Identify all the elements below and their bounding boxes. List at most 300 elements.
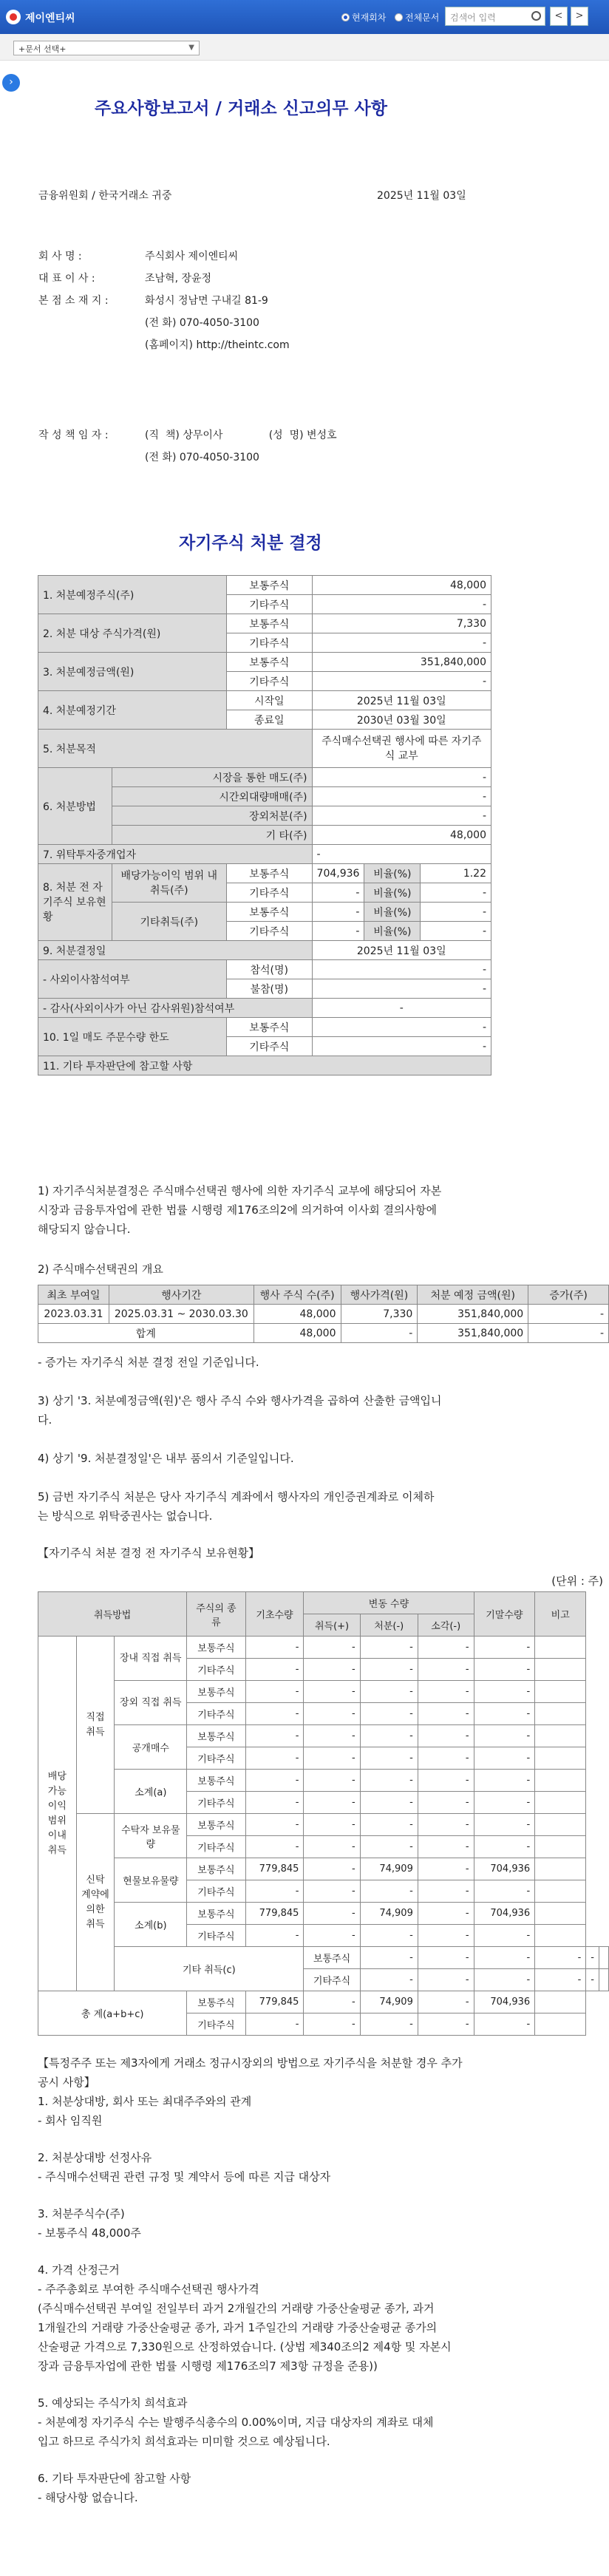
table-row [38,1991,609,2013]
cell [535,1703,586,1725]
cell: - [360,1637,418,1659]
cell: 합계 [38,1324,254,1343]
column-header: 변동 수량 [304,1592,474,1614]
row-label: 4. 처분예정기간 [38,691,227,730]
table-row [38,768,491,787]
cell: - [245,1659,304,1681]
cell: 779,845 [245,1991,304,2013]
cell: - [360,2013,418,2036]
note-line: 공시 사항】 [38,2076,95,2089]
note-line: 시장과 금융투자업에 관한 법률 시행령 제176조의2에 의거하여 이사회 결의사항에 [38,1203,438,1217]
cell: 기타주식 [226,633,312,653]
cell: - [474,1637,535,1659]
cell: 시간외대량매매(주) [112,787,312,806]
cell: - [312,806,491,826]
option-table [38,1285,609,1343]
cell: 704,936 [474,1991,535,2013]
row-label: 10. 1일 매도 주문수량 한도 [38,1018,227,1056]
note-line: 장과 금융투자업에 관한 법률 시행령 제176조의7 제3항 규정을 준용)) [38,2359,378,2373]
unit-label: (단위 : 주) [551,1574,603,1588]
cell: 기타주식 [187,1925,245,1947]
search-icon[interactable] [531,11,541,21]
cell [599,1947,609,1969]
cell: 보통주식 [187,1770,245,1792]
cell: - [474,1814,535,1836]
row-label: 현물보유물량 [115,1858,187,1903]
cell: 7,330 [341,1305,418,1324]
address-label: 본 점 소 재 지 : [38,295,109,307]
document-body [37,65,609,2571]
cell [535,2013,586,2036]
cell: - [418,1814,474,1836]
document-select-value: +문서 선택+ [18,44,67,54]
note-line: 1. 처분상대방, 회사 또는 최대주주와의 관계 [38,2095,252,2108]
row-label: 8. 처분 전 자기주식 보유현황 [38,864,112,941]
cell: 48,000 [312,576,491,595]
table-row [38,730,491,768]
cell: - [245,1792,304,1814]
cell: - [528,1324,609,1343]
column-header: 취득(+) [304,1614,360,1637]
cell: 보통주식 [226,903,312,922]
column-header: 기초수량 [245,1592,304,1637]
cell: 기타주식 [187,1703,245,1725]
column-header: 주식의 종류 [187,1592,245,1637]
cell: 기타주식 [187,1880,245,1903]
table-row [38,1725,609,1747]
cell: 기타주식 [187,1747,245,1770]
company-name: 주식회사 제이엔티씨 [145,251,239,262]
cell: - [304,1814,360,1836]
holdings-title: 【자기주식 처분 결정 전 자기주식 보유현황】 [38,1546,260,1560]
cell: 보통주식 [187,1637,245,1659]
table-row [38,999,491,1018]
address: 화성시 정남면 구내길 81-9 [145,295,268,307]
cell [535,1725,586,1747]
cell: - [304,1880,360,1903]
radio-all-docs[interactable] [395,11,439,24]
cell: - [312,903,364,922]
row-label: 공개매수 [115,1725,187,1770]
column-header: 기말수량 [474,1592,535,1637]
cell: - [474,1925,535,1947]
note-1 [38,1181,599,1239]
table-row [38,1770,609,1792]
cell: 779,845 [245,1903,304,1925]
radio-current-round[interactable] [341,11,386,24]
cell: - [245,1747,304,1770]
note-2-title: 2) 주식매수선택권의 개요 [38,1262,163,1276]
cell: - [312,787,491,806]
row-label: 총 계(a+b+c) [38,1991,187,2036]
cell: - [418,1947,474,1969]
cell: - [360,1836,418,1858]
holdings-table [38,1591,609,2036]
cell [535,1637,586,1659]
cell: 48,000 [254,1305,341,1324]
cell: - [360,1681,418,1703]
note-line: 입고 하므로 주식가치 희석효과는 미미할 것으로 예상됩니다. [38,2435,330,2448]
row-label: 5. 처분목적 [38,730,313,768]
cell: - [474,1792,535,1814]
cell: - [360,1703,418,1725]
report-date: 2025년 11월 03일 [377,190,466,202]
cell: 종료일 [226,710,312,730]
row-label: 소계(a) [115,1770,187,1814]
cell: 비율(%) [364,883,421,903]
note-line: - 해당사항 없습니다. [38,2491,138,2504]
cell: - [418,1659,474,1681]
cell: 시작일 [226,691,312,710]
cell: 시장을 통한 매도(주) [112,768,312,787]
report-title: 주요사항보고서 / 거래소 신고의무 사항 [95,98,387,118]
note-line: 4) 상기 '9. 처분결정일'은 내부 품의서 기준일입니다. [38,1452,294,1465]
top-toolbar [0,0,609,34]
cell: 보통주식 [226,653,312,672]
table-row [38,1637,609,1659]
cell: - [304,1703,360,1725]
cell: - [360,1925,418,1947]
cell: - [421,903,491,922]
cell: - [586,1969,599,1991]
table-row [38,941,491,960]
cell: 보통주식 [187,1814,245,1836]
cell: 2025.03.31 ~ 2030.03.30 [109,1305,254,1324]
table-row [38,1305,609,1324]
cell [535,1925,586,1947]
cell: 1.22 [421,864,491,883]
cell: - [474,1703,535,1725]
cell: 351,840,000 [418,1305,528,1324]
cell: - [418,1770,474,1792]
note-line: 3. 처분주식수(주) [38,2207,125,2220]
table-row [38,1592,609,1614]
cell: - [245,1925,304,1947]
cell: 불참(명) [226,979,312,999]
cell: 2023.03.31 [38,1305,109,1324]
cell: - [312,845,491,864]
row-label: 3. 처분예정금액(원) [38,653,227,691]
cell: 보통주식 [304,1947,360,1969]
cell: - [304,1903,360,1925]
document-select[interactable] [13,41,200,55]
cell: 351,840,000 [418,1324,528,1343]
cell: - [304,1725,360,1747]
cell [599,1969,609,1991]
cell: - [474,1836,535,1858]
column-header: 최초 부여일 [38,1285,109,1305]
cell: 704,936 [474,1903,535,1925]
cell: - [360,1725,418,1747]
cell: 보통주식 [226,864,312,883]
cell: 배당가능이익 범위 내 취득(주) [112,864,226,903]
cell: - [474,2013,535,2036]
cell: - [245,1814,304,1836]
radio-current-label: 현재회차 [352,13,387,23]
row-label: 장내 직접 취득 [115,1637,187,1681]
note-line: 3) 상기 '3. 처분예정금액(원)'은 행사 주식 수와 행사가격을 곱하여 산출한 금액입니 [38,1394,442,1407]
cell: 704,936 [474,1858,535,1880]
cell: - [312,979,491,999]
group-label: 직접 취득 [76,1637,115,1814]
cell: 기타주식 [226,672,312,691]
cell: 74,909 [360,1858,418,1880]
disposal-table [38,575,491,1075]
cell: - [474,1725,535,1747]
note-line: - 증가는 자기주식 처분 결정 전일 기준입니다. [38,1356,259,1369]
homepage: (홈페이지) http://theintc.com [145,339,290,351]
phone: (전 화) 070-4050-3100 [145,317,259,329]
cell: 74,909 [360,1991,418,2013]
cell: - [360,1770,418,1792]
cell: - [245,1725,304,1747]
cell: 주식매수선택권 행사에 따른 자기주식 교부 [312,730,491,768]
table-row [38,1056,491,1075]
row-label: 9. 처분결정일 [38,941,313,960]
cell: - [312,633,491,653]
cell: - [245,1637,304,1659]
cell: - [304,2013,360,2036]
note-line: 1개월간의 거래량 가중산술평균 종가, 과거 1주일간의 거래량 가중산술평균 종가의 [38,2321,438,2334]
search-input[interactable] [445,7,545,26]
next-button[interactable]: > [571,7,588,26]
row-label: 기타 취득(c) [115,1947,304,1991]
row-label: - 감사(사외이사가 아닌 감사위원)참석여부 [38,999,313,1018]
column-header: 행사기간 [109,1285,254,1305]
company-label: 회 사 명 : [38,251,82,262]
cell: 비율(%) [364,864,421,883]
cell: - [418,1858,474,1880]
additional-disclosure [38,2053,599,2507]
cell: 2025년 11월 03일 [312,691,491,710]
cell: - [341,1324,418,1343]
column-header: 행사가격(원) [341,1285,418,1305]
note-line: 【특정주주 또는 제3자에게 거래소 정규시장외의 방법으로 자기주식을 처분할 경우 추가 [38,2056,463,2070]
cell: - [474,1681,535,1703]
column-header: 비고 [535,1592,586,1637]
cell: - [312,768,491,787]
cell: - [418,1836,474,1858]
table-row [38,1903,609,1925]
cell: - [245,1880,304,1903]
cell: - [474,1947,535,1969]
cell: - [418,1903,474,1925]
note-line: 5) 금번 자기주식 처분은 당사 자기주식 계좌에서 행사자의 개인증권계좌로 이체하 [38,1490,435,1503]
cell: - [312,1037,491,1056]
cell: 기타주식 [187,2013,245,2036]
note-line: (주식매수선택권 부여일 전일부터 과거 2개월간의 거래량 가중산술평균 종가, 과거 [38,2302,435,2315]
cell: - [360,1880,418,1903]
radio-on-icon [341,13,350,21]
column-header: 소각(-) [418,1614,474,1637]
document-select-bar [0,34,609,61]
cell: - [304,1991,360,2013]
author-label: 작 성 책 임 자 : [38,429,109,441]
cell: - [360,1792,418,1814]
cell [535,1747,586,1770]
cell: 기타주식 [226,1037,312,1056]
cell [535,1770,586,1792]
section-title: 자기주식 처분 결정 [179,533,322,553]
cell: - [312,922,364,941]
addressee: 금융위원회 / 한국거래소 귀중 [38,190,172,202]
company-logo-icon [6,10,21,24]
cell: 48,000 [312,826,491,845]
cell: - [421,883,491,903]
cell: - [360,1814,418,1836]
chevron-right-icon: › [9,76,13,88]
cell [535,1858,586,1880]
cell: 74,909 [360,1903,418,1925]
cell: - [312,999,491,1018]
radio-all-label: 전체문서 [405,13,440,23]
table-row [38,1947,609,1969]
note-line: 6. 기타 투자판단에 참고할 사항 [38,2472,191,2485]
cell: 기타주식 [187,1792,245,1814]
table-row [38,614,491,633]
table-row [38,960,491,979]
cell: - [312,1018,491,1037]
cell: - [586,1947,599,1969]
cell: - [474,1880,535,1903]
cell: - [528,1305,609,1324]
group-label: 신탁 계약에 의한 취득 [76,1814,115,1991]
cell: 2030년 03월 30일 [312,710,491,730]
note-line: - 회사 임직원 [38,2114,103,2127]
note-line: 5. 예상되는 주식가치 희석효과 [38,2396,188,2410]
author-phone: (전 화) 070-4050-3100 [145,452,259,463]
cell: - [360,1747,418,1770]
cell: 참석(명) [226,960,312,979]
group-label: 배당 가능 이익 범위 이내 취득 [38,1637,77,1991]
cell: - [304,1637,360,1659]
cell: - [245,2013,304,2036]
cell: - [304,1925,360,1947]
cell: - [418,1747,474,1770]
note-3 [38,1353,599,1526]
cell: - [360,1947,418,1969]
cell: 보통주식 [226,1018,312,1037]
cell: 351,840,000 [312,653,491,672]
table-row [38,653,491,672]
note-line: - 보통주식 48,000주 [38,2226,141,2240]
note-line: 는 방식으로 위탁중권사는 없습니다. [38,1509,213,1523]
radio-off-icon [395,13,403,21]
cell: - [304,1747,360,1770]
author: (직 책) 상무이사 (성 명) 변성호 [145,429,337,441]
prev-button[interactable]: < [550,7,568,26]
cell: - [304,1858,360,1880]
table-row [38,1324,609,1343]
note-line: 2. 처분상대방 선정사유 [38,2151,152,2164]
column-header: 증가(주) [528,1285,609,1305]
row-label: 1. 처분예정주식(주) [38,576,227,614]
table-row [38,1681,609,1703]
chevron-down-icon: ▼ [188,44,194,52]
cell: - [535,1947,586,1969]
cell: - [418,1681,474,1703]
cell: 기타취득(주) [112,903,226,941]
row-label: 2. 처분 대상 주식가격(원) [38,614,227,653]
cell [535,1792,586,1814]
cell: - [312,960,491,979]
row-label: 7. 위탁투자중개업자 [38,845,313,864]
cell: 보통주식 [187,1991,245,2013]
table-row [38,576,491,595]
cell: - [418,1991,474,2013]
table-row [38,1018,491,1037]
cell: 비율(%) [364,903,421,922]
cell: 보통주식 [226,614,312,633]
cell: 2025년 11월 03일 [312,941,491,960]
cell: - [418,1880,474,1903]
cell: - [418,1703,474,1725]
row-label: 소계(b) [115,1903,187,1947]
cell: - [421,922,491,941]
cell: 비율(%) [364,922,421,941]
cell: - [474,1659,535,1681]
note-line: - 처분예정 자기주식 수는 발행주식총수의 0.00%이며, 지급 대상자의 계좌로 대체 [38,2416,434,2429]
note-line: 1) 자기주식처분결정은 주식매수선택권 행사에 의한 자기주식 교부에 해당되어 자본 [38,1184,442,1197]
column-header: 취득방법 [38,1592,187,1637]
cell: 보통주식 [187,1725,245,1747]
cell: - [360,1659,418,1681]
note-line: - 주식매수선택권 관련 규정 및 계약서 등에 따른 지급 대상자 [38,2170,331,2184]
table-row [38,1814,609,1836]
sidebar-toggle-button[interactable] [2,74,20,92]
column-header: 행사 주식 수(주) [254,1285,341,1305]
cell: - [474,1747,535,1770]
table-row [38,1858,609,1880]
cell [535,1681,586,1703]
cell: 48,000 [254,1324,341,1343]
cell: - [535,1969,586,1991]
cell: 보통주식 [226,576,312,595]
cell: - [418,2013,474,2036]
cell: - [418,1969,474,1991]
cell: 기타주식 [187,1659,245,1681]
table-row [38,691,491,710]
note-line: 산술평균 가격으로 7,330원으로 산정하였습니다. (상법 제340조의2 제4항 및 자본시 [38,2340,452,2354]
cell: - [360,1969,418,1991]
row-label: 장외 직접 취득 [115,1681,187,1725]
table-row [38,845,491,864]
cell: - [245,1703,304,1725]
ceo-label: 대 표 이 사 : [38,273,95,285]
cell: 기타주식 [304,1969,360,1991]
column-header: 처분 예정 금액(원) [418,1285,528,1305]
cell [535,1659,586,1681]
cell: 보통주식 [187,1858,245,1880]
cell: 779,845 [245,1858,304,1880]
cell: 보통주식 [187,1681,245,1703]
cell: 기타주식 [226,595,312,614]
cell: - [418,1637,474,1659]
cell: - [418,1792,474,1814]
row-label: - 사외이사참석여부 [38,960,227,999]
cell: 기타주식 [226,922,312,941]
cell [535,1991,586,2013]
ceo-name: 조남혁, 장윤정 [145,273,212,285]
cell: 7,330 [312,614,491,633]
cell: - [304,1836,360,1858]
note-line: 다. [38,1413,52,1427]
brand-name: 제이엔티씨 [25,13,75,24]
cell: - [245,1836,304,1858]
cell: - [418,1925,474,1947]
cell: 장외처분(주) [112,806,312,826]
note-line: 4. 가격 산정근거 [38,2263,120,2277]
